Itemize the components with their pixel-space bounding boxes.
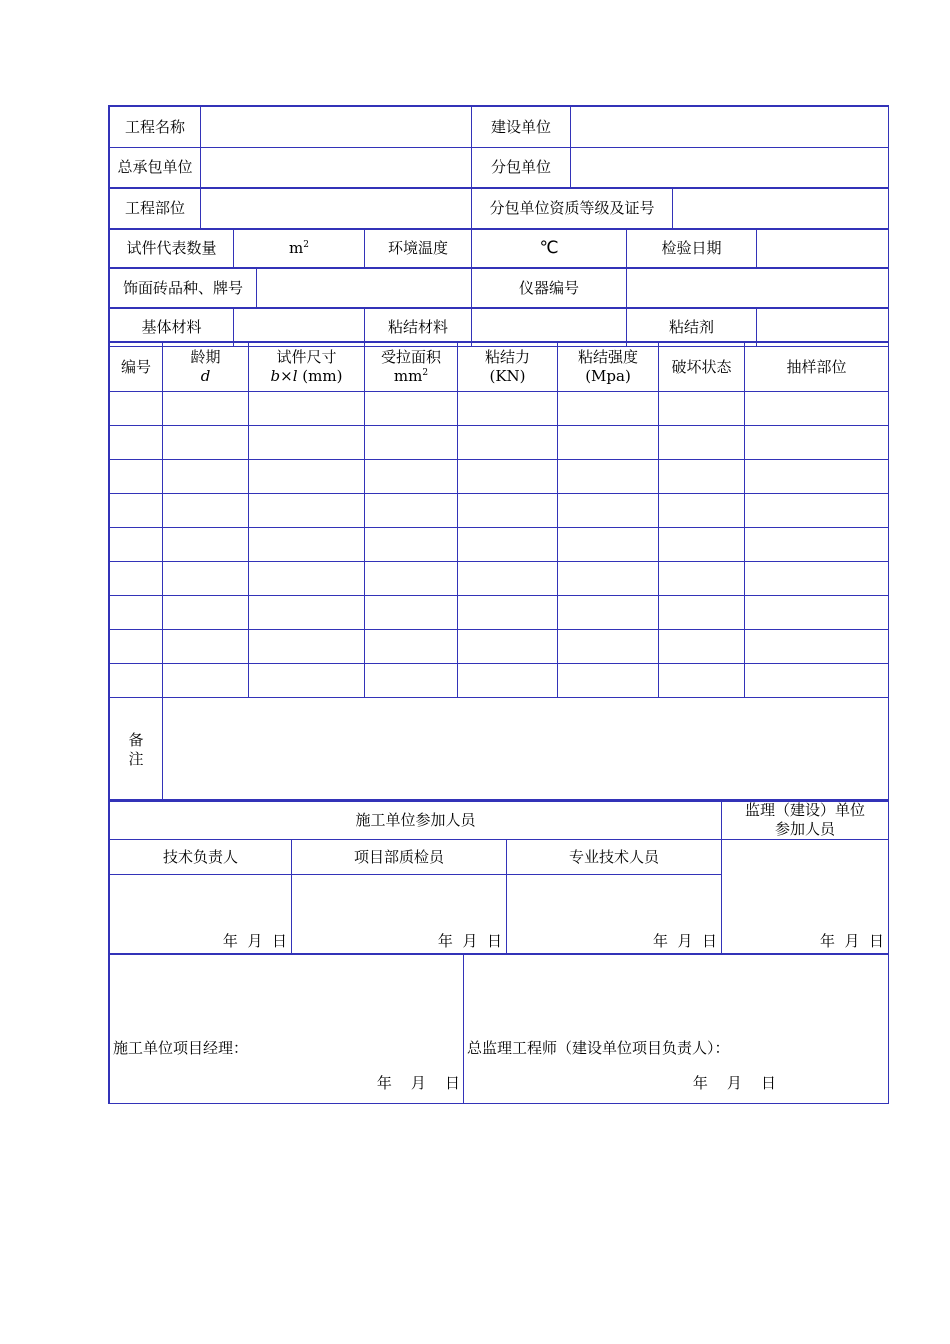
table-cell[interactable]	[249, 664, 365, 698]
results-body	[110, 392, 889, 698]
env-temp-label: 环境温度	[365, 230, 472, 268]
table-cell[interactable]	[249, 494, 365, 528]
tile-brand-label: 饰面砖品种、牌号	[110, 269, 257, 308]
test-date-field[interactable]	[757, 230, 889, 268]
table-cell[interactable]	[659, 664, 745, 698]
table-cell[interactable]	[110, 392, 163, 426]
col-size-b: b	[270, 367, 281, 385]
chief-supervisor-signature-cell[interactable]	[464, 955, 889, 1104]
table-cell[interactable]	[249, 426, 365, 460]
general-contractor-field[interactable]	[201, 148, 472, 188]
table-cell[interactable]	[558, 426, 659, 460]
table-cell[interactable]	[558, 528, 659, 562]
table-row	[110, 426, 889, 460]
table-row	[110, 460, 889, 494]
table-cell[interactable]	[163, 494, 249, 528]
col-area-label: 受拉面积	[380, 348, 441, 367]
table-cell[interactable]	[458, 460, 558, 494]
qc-inspector-signature-cell[interactable]	[292, 875, 507, 955]
qc-inspector-date: 年 月 日	[437, 932, 502, 951]
table-cell[interactable]	[110, 426, 163, 460]
table-cell[interactable]	[659, 596, 745, 630]
table-cell[interactable]	[558, 596, 659, 630]
col-area-header	[365, 343, 458, 392]
project-name-field[interactable]	[201, 107, 472, 148]
builder-field[interactable]	[571, 107, 889, 148]
tech-lead-date: 年 月 日	[222, 932, 287, 951]
base-material-label: 基体材料	[110, 309, 234, 347]
table-cell[interactable]	[110, 664, 163, 698]
table-cell[interactable]	[110, 460, 163, 494]
test-date-label: 检验日期	[627, 230, 757, 268]
table-cell[interactable]	[659, 562, 745, 596]
table-cell[interactable]	[558, 460, 659, 494]
env-temp-unit: ℃	[539, 237, 559, 258]
sample-qty-label: 试件代表数量	[110, 230, 234, 268]
supervision-date: 年 月 日	[819, 932, 885, 951]
col-area-unit-sup: 2	[422, 368, 429, 378]
table-cell[interactable]	[745, 562, 889, 596]
table-cell[interactable]	[249, 460, 365, 494]
signature-block	[108, 799, 889, 955]
sample-qty-unit: m	[289, 239, 304, 258]
col-strength-label: 粘结强度	[577, 348, 638, 367]
tech-staff-date: 年 月 日	[652, 932, 718, 951]
col-age-label: 龄期	[190, 348, 221, 367]
table-cell[interactable]	[458, 494, 558, 528]
table-cell[interactable]	[110, 630, 163, 664]
table-cell[interactable]	[659, 630, 745, 664]
col-strength-header	[558, 343, 659, 392]
table-cell[interactable]	[249, 528, 365, 562]
sample-qty-field[interactable]	[234, 230, 365, 268]
table-cell[interactable]	[745, 460, 889, 494]
col-area-unit: mm	[393, 367, 423, 385]
table-cell[interactable]	[110, 562, 163, 596]
table-cell[interactable]	[659, 426, 745, 460]
table-cell[interactable]	[745, 664, 889, 698]
col-force-label: 粘结力	[484, 348, 530, 367]
tech-lead-signature-cell[interactable]	[110, 875, 292, 955]
col-age-header	[163, 343, 249, 392]
table-cell[interactable]	[659, 460, 745, 494]
table-row	[110, 562, 889, 596]
table-cell[interactable]	[659, 528, 745, 562]
table-cell[interactable]	[365, 426, 458, 460]
table-cell[interactable]	[365, 630, 458, 664]
sub-qualification-label: 分包单位资质等级及证号	[472, 189, 673, 229]
table-cell[interactable]	[163, 460, 249, 494]
table-cell[interactable]	[458, 426, 558, 460]
table-cell[interactable]	[163, 630, 249, 664]
table-cell[interactable]	[745, 528, 889, 562]
table-row	[110, 630, 889, 664]
table-cell[interactable]	[365, 528, 458, 562]
col-size-unit: (mm)	[297, 367, 343, 385]
table-cell[interactable]	[458, 596, 558, 630]
pm-date: 年 月 日	[376, 1074, 460, 1093]
col-size-l: l	[292, 367, 298, 385]
table-cell[interactable]	[558, 562, 659, 596]
col-age-unit: d	[200, 367, 211, 385]
table-cell[interactable]	[163, 392, 249, 426]
col-no-header: 编号	[110, 343, 163, 392]
table-cell[interactable]	[163, 596, 249, 630]
table-cell[interactable]	[558, 630, 659, 664]
table-row	[110, 596, 889, 630]
table-cell[interactable]	[458, 630, 558, 664]
col-location-header: 抽样部位	[745, 343, 889, 392]
table-cell[interactable]	[558, 494, 659, 528]
table-cell[interactable]	[365, 596, 458, 630]
table-cell[interactable]	[745, 392, 889, 426]
table-cell[interactable]	[745, 494, 889, 528]
tile-brand-field[interactable]	[257, 269, 472, 308]
table-cell[interactable]	[249, 392, 365, 426]
table-cell[interactable]	[110, 596, 163, 630]
table-cell[interactable]	[558, 664, 659, 698]
pm-signature-cell[interactable]	[110, 955, 464, 1104]
supervision-header: 监理（建设）单位 参加人员	[722, 801, 889, 840]
project-part-field[interactable]	[201, 189, 472, 229]
table-cell[interactable]	[659, 494, 745, 528]
table-cell[interactable]	[745, 630, 889, 664]
supervision-signature-cell[interactable]	[722, 840, 889, 955]
table-cell[interactable]	[249, 562, 365, 596]
table-cell[interactable]	[659, 392, 745, 426]
chief-supervisor-date: 年 月 日	[692, 1074, 776, 1093]
col-size-times: ×	[280, 367, 293, 385]
table-cell[interactable]	[365, 392, 458, 426]
table-cell[interactable]	[365, 562, 458, 596]
table-row	[110, 392, 889, 426]
subcontractor-label: 分包单位	[472, 148, 571, 188]
instrument-no-label: 仪器编号	[472, 269, 627, 308]
table-cell[interactable]	[365, 460, 458, 494]
col-strength-unit: (Mpa)	[585, 367, 631, 385]
tech-staff-signature-cell[interactable]	[507, 875, 722, 955]
col-failure-header: 破坏状态	[659, 343, 745, 392]
qc-inspector-header: 项目部质检员	[292, 840, 507, 875]
table-cell[interactable]	[163, 664, 249, 698]
project-info-block	[108, 105, 889, 347]
col-force-unit: (KN)	[489, 367, 526, 385]
sample-qty-unit-sup: 2	[303, 240, 309, 251]
results-header-row	[110, 343, 889, 392]
remarks-label: 备 注	[110, 698, 163, 802]
table-cell[interactable]	[365, 664, 458, 698]
test-results-block	[108, 341, 889, 802]
remarks-field[interactable]	[163, 698, 889, 802]
remarks-row	[110, 698, 889, 802]
instrument-no-field[interactable]	[627, 269, 889, 308]
bonding-material-label: 粘结材料	[365, 309, 472, 347]
table-row	[110, 664, 889, 698]
table-cell[interactable]	[458, 664, 558, 698]
builder-label: 建设单位	[472, 107, 571, 148]
table-cell[interactable]	[249, 596, 365, 630]
col-size-label: 试件尺寸	[276, 348, 337, 367]
construction-staff-header: 施工单位参加人员	[110, 801, 722, 840]
table-row	[110, 528, 889, 562]
tech-lead-header: 技术负责人	[110, 840, 292, 875]
table-cell[interactable]	[163, 426, 249, 460]
adhesive-label: 粘结剂	[627, 309, 757, 347]
table-cell[interactable]	[365, 494, 458, 528]
table-row	[110, 494, 889, 528]
table-cell[interactable]	[110, 528, 163, 562]
chief-supervisor-label: 总监理工程师（建设单位项目负责人）：	[467, 1039, 730, 1057]
col-size-header	[249, 343, 365, 392]
pm-label: 施工单位项目经理：	[113, 1039, 249, 1057]
table-cell[interactable]	[249, 630, 365, 664]
table-cell[interactable]	[163, 528, 249, 562]
table-cell[interactable]	[458, 528, 558, 562]
project-part-label: 工程部位	[110, 189, 201, 229]
table-cell[interactable]	[458, 392, 558, 426]
table-cell[interactable]	[745, 596, 889, 630]
general-contractor-label: 总承包单位	[110, 148, 201, 188]
table-cell[interactable]	[745, 426, 889, 460]
table-cell[interactable]	[558, 392, 659, 426]
approval-block	[108, 953, 889, 1104]
table-cell[interactable]	[110, 494, 163, 528]
col-force-header	[458, 343, 558, 392]
table-cell[interactable]	[163, 562, 249, 596]
subcontractor-field[interactable]	[571, 148, 889, 188]
sub-qualification-field[interactable]	[673, 189, 889, 229]
project-name-label: 工程名称	[110, 107, 201, 148]
env-temp-field[interactable]	[472, 230, 627, 268]
table-cell[interactable]	[458, 562, 558, 596]
test-report-form	[108, 105, 887, 1102]
tech-staff-header: 专业技术人员	[507, 840, 722, 875]
